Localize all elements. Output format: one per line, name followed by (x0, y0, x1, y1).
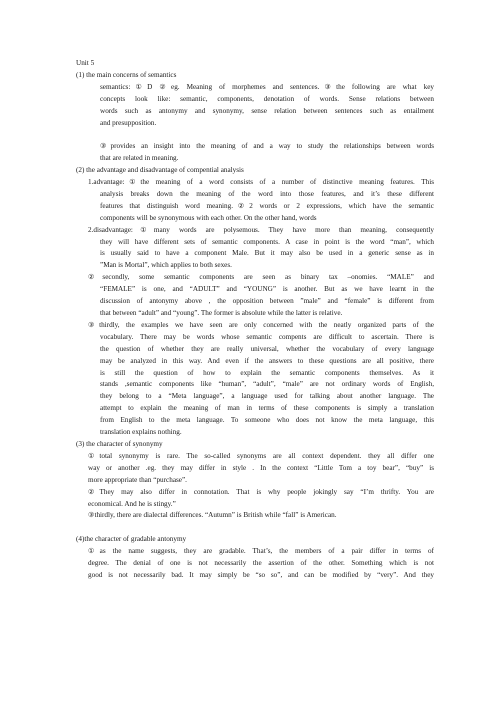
text-line: ”Man is Mortal”, which applies to both sexes. (100, 261, 232, 270)
text-line: ①total synonymy is rare. The so-called synonyms are all context dependent. they all differ one (88, 451, 434, 460)
text-line: from English to the meta language. To someone who does not know the meta language, this (100, 416, 434, 425)
text-line: ②They may also differ in connotation. That is why people jokingly say “I’m thrifty. You are (88, 487, 434, 496)
text-line: is usually said to have a component Male. But it may also be used in a generic sense as in (100, 249, 434, 258)
text-line: the question of whether they are really universal, whether the vocabulary of every language (100, 344, 434, 353)
text-line: semantics:①D ②eg. Meaning of morphemes and sentences.③the following are what key (100, 82, 434, 91)
text-line: economical. And he is stingy.” (88, 499, 176, 508)
text-line: (3) the character of synonymy (76, 439, 163, 448)
text-line: that are related in meaning. (100, 154, 179, 163)
text-line: that between “adult” and “young”. The former is absolute while the latter is relative. (100, 309, 343, 318)
text-line: 1.advantage:①the meaning of a word consists of a number of distinctive meaning features. This (88, 178, 434, 187)
text-line: (2) the advantage and disadvantage of compential analysis (76, 166, 244, 175)
text-line: stands ,semantic components like “human”, “adult”, “male” are not ordinary words of English, (100, 380, 434, 389)
text-line: is still the question of how to explain the semantic components themselves. As it (100, 368, 434, 377)
text-line: way or another .eg. they may differ in style . In the context “Little Tom a toy bear”, “buy” is (88, 463, 434, 472)
text-line: “FEMALE” is one, and “ADULT” and “YOUNG” is another. But as we have learnt in the (100, 285, 434, 294)
text-line: components will be synonymous with each other. On the other hand, words (100, 213, 317, 222)
text-line: may be analyzed in this way. And even if the answers to these questions are all positive, there (100, 356, 434, 365)
text-line: more appropriate than “purchase”. (88, 475, 187, 484)
text-line: concepts look like: semantic, components, denotation of words. Sense relations between (100, 94, 434, 103)
text-line: ①as the name suggests, they are gradable. That’s, the members of a pair differ in terms of (88, 547, 434, 556)
text-line: Unit 5 (76, 59, 95, 67)
text-line: they belong to a “Meta language”, a language used for talking about another language. The (100, 392, 434, 401)
text-line: degree. The denial of one is not necessarily the assertion of the other. Something which is not (88, 559, 434, 568)
text-line: (4)the character of gradable antonymy (76, 535, 187, 544)
text-line: 2.disadvantage:①many words are polysemous. They have more than meaning, consequently (88, 225, 434, 234)
text-line: ②secondly, some semantic components are seen as binary tax –onomies. “MALE” and (88, 273, 434, 282)
text-line: features that distinguish word meaning.②2 words or 2 expressions, which have the semantic (100, 201, 434, 210)
text-line: they will have different sets of semantic components. A case in point is the word “man”, which (100, 237, 434, 246)
text-line: good is not necessarily bad. It may simply be “so so”, and can be modified by “very”. And they (88, 570, 434, 579)
blank-line (76, 522, 434, 534)
text-line: discussion of antonymy above , the opposition between ”male” and “female” is different from (100, 297, 434, 306)
blank-line (76, 129, 434, 141)
text-line: analysis breaks down the meaning of the word into those features, and it’s these different (100, 189, 434, 198)
text-line: ③provides an insight into the meaning of and a way to study the relationships between words (100, 142, 434, 151)
text-line: (1) the main concerns of semantics (76, 70, 177, 79)
text-line: ③thirdly, the examples we have seen are only concerned with the neatly organized parts of the (88, 320, 434, 329)
text-line: and presupposition. (100, 118, 157, 127)
text-line: vocabulary. There may be words whose semantic compents are difficult to ascertain. There is (100, 332, 434, 341)
text-line: translation explains nothing. (100, 428, 182, 437)
text-line: ③thirdly, there are dialectal differences. “Autumn” is British while “fall” is American. (88, 511, 337, 520)
text-line: words such as antonymy and synonymy, sense relation between sentences such as entailment (100, 106, 434, 115)
text-line: attempt to explain the meaning of man in terms of these components is simply a translation (100, 404, 434, 413)
